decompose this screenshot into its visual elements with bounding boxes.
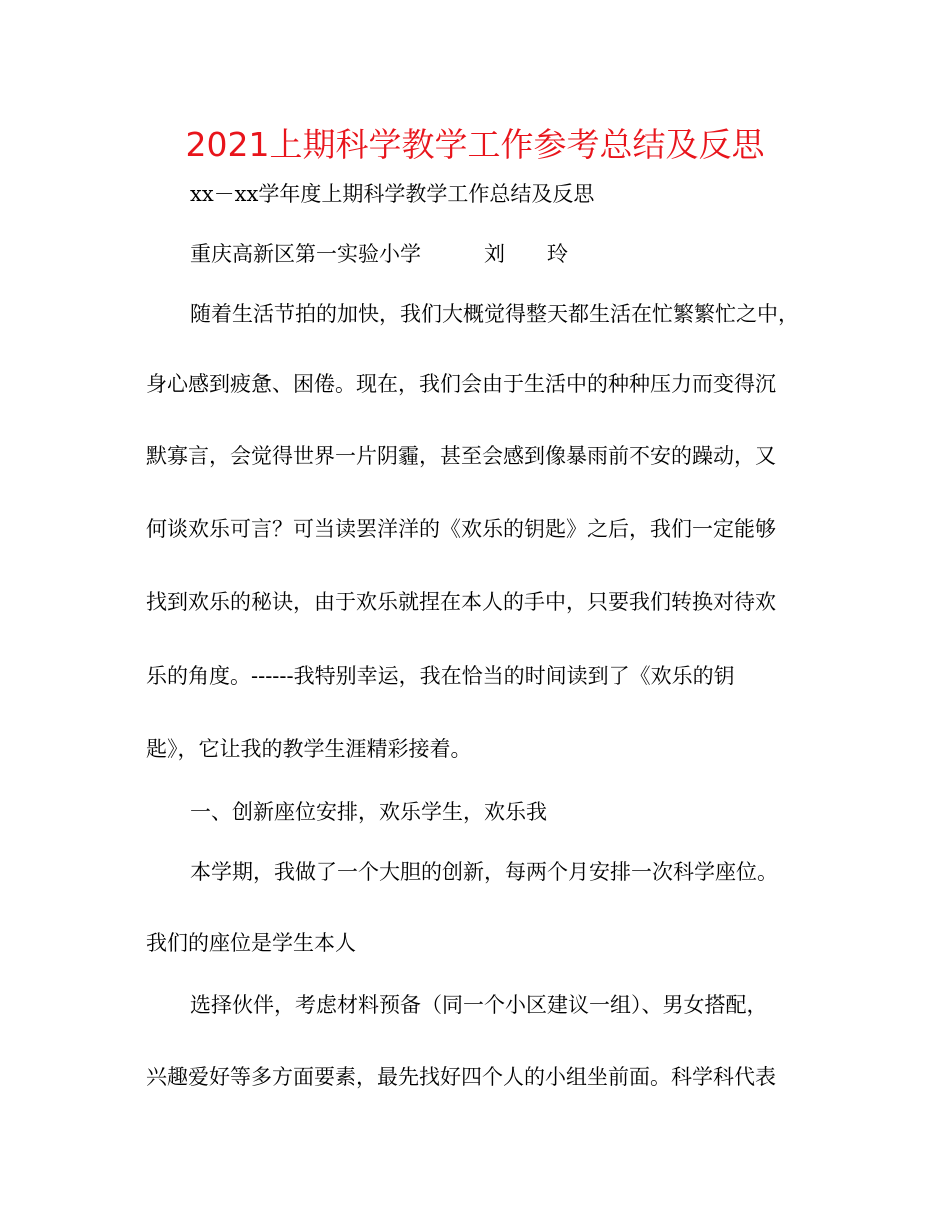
- paragraph-line: 兴趣爱好等多方面要素，最先找好四个人的小组坐前面。科学科代表: [146, 1065, 776, 1089]
- section-heading: 一、创新座位安排，欢乐学生，欢乐我: [190, 800, 547, 824]
- author-line: 重庆高新区第一实验小学 刘 玲: [190, 242, 568, 266]
- paragraph-line: 何谈欢乐可言？可当读罢洋洋的《欢乐的钥匙》之后，我们一定能够: [146, 517, 776, 541]
- subtitle: xx－xx学年度上期科学教学工作总结及反思: [190, 182, 595, 206]
- document-title: 2021上期科学教学工作参考总结及反思: [185, 125, 765, 164]
- paragraph-line: 匙》，它让我的教学生涯精彩接着。: [146, 737, 472, 761]
- paragraph-line: 本学期，我做了一个大胆的创新，每两个月安排一次科学座位。: [190, 860, 778, 884]
- paragraph-line: 我们的座位是学生本人: [146, 931, 356, 955]
- paragraph-line: 找到欢乐的秘诀，由于欢乐就捏在本人的手中，只要我们转换对待欢: [146, 590, 776, 614]
- paragraph-line: 随着生活节拍的加快，我们大概觉得整天都生活在忙繁繁忙之中，: [190, 302, 799, 326]
- paragraph-line: 默寡言，会觉得世界一片阴霾，甚至会感到像暴雨前不安的躁动，又: [146, 444, 776, 468]
- paragraph-line: 身心感到疲惫、困倦。现在，我们会由于生活中的种种压力而变得沉: [146, 372, 776, 396]
- paragraph-line: 选择伙伴，考虑材料预备（同一个小区建议一组）、男女搭配，: [190, 993, 768, 1017]
- paragraph-line: 乐的角度。------我特别幸运，我在恰当的时间读到了《欢乐的钥: [146, 664, 735, 688]
